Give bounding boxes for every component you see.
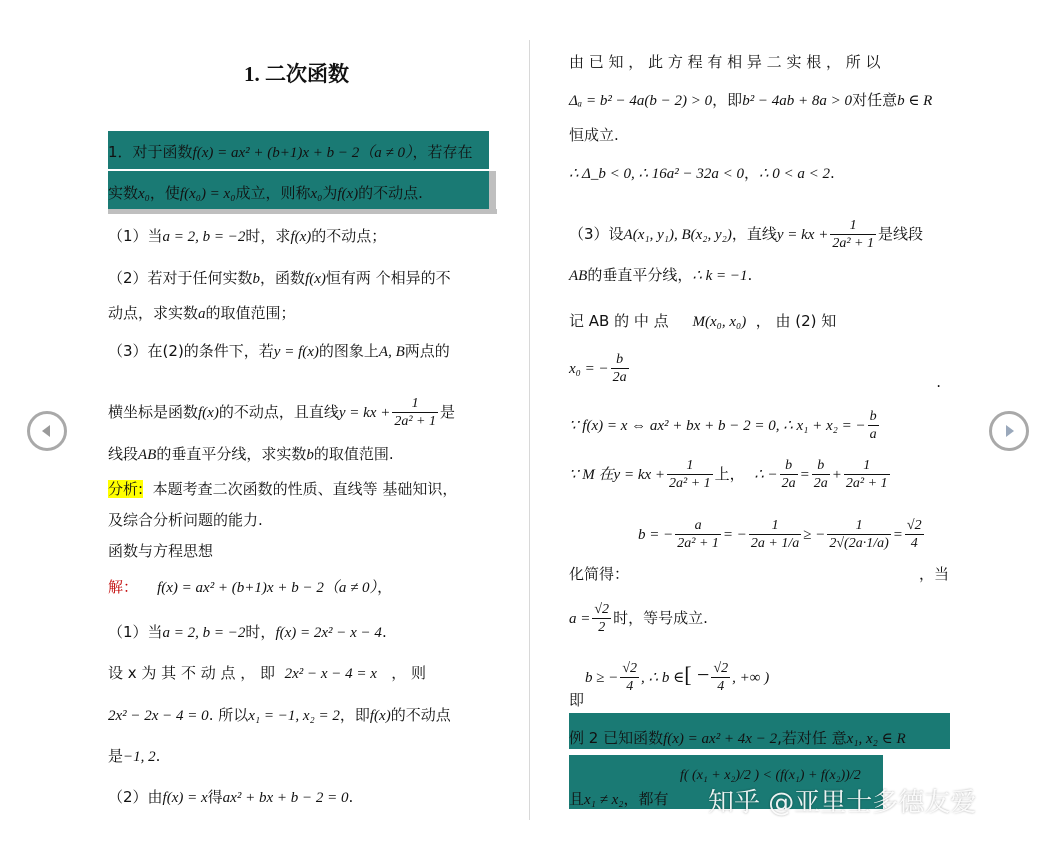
solution-5: （2）由f(x) = x得ax² + bx + b − 2 = 0.	[108, 788, 354, 806]
highlight-shadow	[489, 171, 496, 213]
solution-4: 是−1, 2.	[108, 747, 161, 765]
solution-2: 设 x 为 其 不 动 点 ， 即 2x² − x − 4 = x ， 则	[108, 664, 427, 682]
right-line-7: 记 AB 的 中 点 M(x₀, x₀) ， 由 (2) 知	[569, 312, 837, 330]
solution-3: 2x² − 2x − 4 = 0. 所以x₁ = −1, x₂ = 2，即f(x)的不动点	[108, 706, 451, 724]
analysis-label: 分析:	[108, 480, 144, 498]
example2-line-2: 且x₁ ≠ x₂，都有	[569, 790, 669, 808]
part-2-line-1: （2）若对于任何实数b，函数f(x)恒有两 个相异的不	[108, 269, 451, 287]
right-line-10: ∵ M 在y = kx + $\frac{1}{\text{2a² + 1}}$ 上， ∴ − $\frac{b}{2a}$ = $\frac{b}{2a}$ + $\frac{1}{\text{2a² + 1}}$	[569, 458, 888, 491]
page-title: 1. 二次函数	[244, 62, 349, 86]
right-line-2: Δₐ = b² − 4a(b − 2) > 0，即b² − 4ab + 8a > 0对任意b ∈ R	[569, 91, 933, 109]
question-line-2: 实数x₀，使f(x₀) = x₀成立，则称x₀为f(x)的不动点.	[108, 184, 423, 202]
solution-intro: 解： f(x) = ax² + (b+1)x + b − 2（a ≠ 0），	[108, 578, 393, 596]
right-line-12: 化简得： ，当	[569, 565, 949, 583]
watermark: 知乎 @亚里士多德友爱	[708, 788, 977, 818]
highlight-shadow-bottom	[108, 209, 497, 214]
chevron-left-icon	[38, 422, 56, 440]
example2-inequality: f( (x₁ + x₂)/2 ) < (f(x₁) + f(x₂))/2	[680, 768, 861, 783]
right-line-11: b = − $\frac{a}{\text{2a² + 1}}$ = − $\frac{1}{2a + 1/a}$ ≥ − $\frac{1}{2√(2a\cdot 1/a)}$ = $\frac{√2}{4}$	[638, 518, 922, 551]
right-line-3: 恒成立.	[569, 126, 619, 144]
part-3-line-2: 横坐标是函数f(x)的不动点，且直线y = kx + $\frac{1}{\text{2a² + 1}}$ 是	[108, 396, 455, 429]
example2-line-1: 例 2 已知函数f(x) = ax² + 4x − 2,若对任 意x₁, x₂ ∈ R	[569, 729, 906, 747]
method-note: 函数与方程思想	[108, 542, 214, 560]
right-line-1: 由 已 知 ， 此 方 程 有 相 异 二 实 根 ， 所 以	[569, 53, 881, 71]
part-3-line-3: 线段AB的垂直平分线，求实数b的取值范围.	[108, 445, 394, 463]
right-line-6: AB的垂直平分线，∴ k = −1.	[569, 266, 753, 284]
analysis-line-2: 及综合分析问题的能力.	[108, 511, 263, 529]
analysis-line-1: 分析: 本题考查二次函数的性质、直线等 基础知识，	[108, 480, 458, 498]
chevron-right-icon	[1000, 422, 1018, 440]
right-line-14: b ≥ − $\frac{√2}{4}$ , ∴ b ∈[ − $\frac{√2}{4}$ , +∞ )	[585, 661, 770, 694]
right-line-5: （3）设A(x₁, y₁), B(x₂, y₂)，直线y = kx + $\frac{1}{\text{2a² + 1}}$ 是线段	[569, 218, 923, 251]
part-3-line-1: （3）在(2)的条件下，若y = f(x)的图象上A, B两点的	[108, 342, 450, 360]
right-line-4: ∴ Δ_b < 0, ∴ 16a² − 32a < 0，∴ 0 < a < 2.	[569, 164, 835, 182]
previous-page-button[interactable]	[27, 411, 67, 451]
next-page-button[interactable]	[989, 411, 1029, 451]
right-line-15: 即	[569, 691, 585, 709]
part-1: （1）当a = 2, b = −2时，求f(x)的不动点；	[108, 227, 387, 245]
question-line-1: 1．对于函数f(x) = ax² + (b+1)x + b − 2（a ≠ 0），若存在	[108, 143, 473, 161]
right-line-13: a = $\frac{√2}{2}$ 时，等号成立.	[569, 602, 708, 635]
solution-1: （1）当a = 2, b = −2时，f(x) = 2x² − x − 4.	[108, 623, 387, 641]
part-2-line-2: 动点，求实数a的取值范围；	[108, 304, 296, 322]
right-line-8: x₀ = − $\frac{b}{2a}$ .	[569, 352, 941, 391]
right-line-9: ∵ f(x) = x ⇔ ax² + bx + b − 2 = 0, ∴ x₁ + x₂ = − $\frac{b}{a}$	[569, 409, 877, 442]
page-divider	[529, 40, 530, 820]
